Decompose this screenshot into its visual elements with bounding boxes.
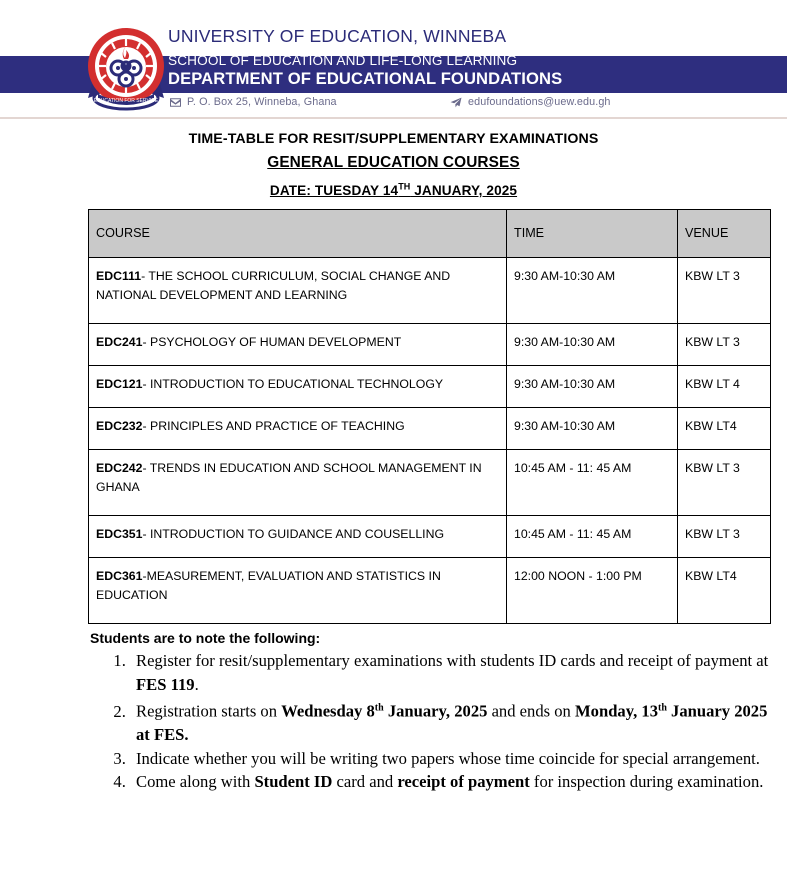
postal-address-text: P. O. Box 25, Winneba, Ghana <box>187 96 337 108</box>
letterhead-titles <box>168 24 768 89</box>
cell-venue: KBW LT 3 <box>678 516 771 558</box>
uew-crest-logo <box>78 22 174 118</box>
email-address-text: edufoundations@uew.edu.gh <box>468 96 611 108</box>
cell-course <box>89 516 507 558</box>
cell-venue: KBW LT4 <box>678 558 771 624</box>
cell-venue: KBW LT 4 <box>678 366 771 408</box>
course-title: -MEASUREMENT, EVALUATION AND STATISTICS IN EDUCATION <box>96 569 441 602</box>
list-item: 2. Registration starts on Wednesday 8th January, 2025 and ends on Monday, 13th January 2025 at FES. <box>130 696 770 747</box>
exam-date-ordinal: TH <box>398 181 411 191</box>
table-row[interactable] <box>89 408 771 450</box>
course-title: - INTRODUCTION TO GUIDANCE AND COUSELLING <box>142 527 445 541</box>
column-header-time: TIME <box>507 210 678 258</box>
cell-course <box>89 558 507 624</box>
timetable-body <box>89 258 771 624</box>
course-title: - THE SCHOOL CURRICULUM, SOCIAL CHANGE AND NATIONAL DEVELOPMENT AND LEARNING <box>96 269 451 302</box>
cell-time: 10:45 AM - 11: 45 AM <box>507 516 678 558</box>
email-address[interactable] <box>450 96 611 108</box>
postal-address <box>170 96 450 108</box>
notes-list <box>90 649 770 794</box>
list-item: 3. Indicate whether you will be writing two papers whose time coincide for special arrangement. <box>130 747 770 771</box>
cell-venue: KBW LT 3 <box>678 258 771 324</box>
table-row[interactable] <box>89 258 771 324</box>
cell-time: 10:45 AM - 11: 45 AM <box>507 450 678 516</box>
paper-plane-icon <box>450 97 462 108</box>
column-header-course: COURSE <box>89 210 507 258</box>
exam-date <box>0 175 787 202</box>
cell-course <box>89 258 507 324</box>
university-name: UNIVERSITY OF EDUCATION, WINNEBA <box>168 26 507 46</box>
course-title: - PRINCIPLES AND PRACTICE OF TEACHING <box>142 419 405 433</box>
cell-course <box>89 324 507 366</box>
course-code: EDC111 <box>96 269 142 283</box>
column-header-venue: VENUE <box>678 210 771 258</box>
page-subtitle <box>0 150 787 175</box>
cell-time: 9:30 AM-10:30 AM <box>507 408 678 450</box>
exam-date-text: DATE: TUESDAY 14TH JANUARY, 2025 <box>269 181 518 198</box>
cell-time: 12:00 NOON - 1:00 PM <box>507 558 678 624</box>
course-code: EDC121 <box>96 377 143 391</box>
cell-course <box>89 450 507 516</box>
cell-course <box>89 366 507 408</box>
timetable-head <box>89 210 771 258</box>
course-title: - TRENDS IN EDUCATION AND SCHOOL MANAGEMENT IN GHANA <box>96 461 482 494</box>
cell-venue: KBW LT 3 <box>678 450 771 516</box>
table-row[interactable] <box>89 324 771 366</box>
course-title: - INTRODUCTION TO EDUCATIONAL TECHNOLOGY <box>142 377 444 391</box>
notes-section <box>90 628 770 794</box>
logo-motto-text: EDUCATION FOR SERVICE <box>93 98 159 104</box>
course-code: EDC361 <box>96 569 143 583</box>
letterhead <box>0 0 787 120</box>
table-row[interactable] <box>89 366 771 408</box>
cell-time: 9:30 AM-10:30 AM <box>507 366 678 408</box>
cell-course <box>89 408 507 450</box>
table-row[interactable] <box>89 450 771 516</box>
timetable-header-row <box>89 210 771 258</box>
document-titles <box>0 128 787 202</box>
table-row[interactable] <box>89 516 771 558</box>
cell-time: 9:30 AM-10:30 AM <box>507 324 678 366</box>
list-item: 4. Come along with Student ID card and receipt of payment for inspection during examination. <box>130 770 770 794</box>
notes-heading: Students are to note the following: <box>90 630 321 646</box>
timetable-container <box>88 209 770 624</box>
page-subtitle-text: GENERAL EDUCATION COURSES <box>267 154 520 171</box>
course-title: - PSYCHOLOGY OF HUMAN DEVELOPMENT <box>142 335 402 349</box>
cell-time: 9:30 AM-10:30 AM <box>507 258 678 324</box>
table-row[interactable] <box>89 558 771 624</box>
course-code: EDC351 <box>96 527 143 541</box>
page-title: TIME-TABLE FOR RESIT/SUPPLEMENTARY EXAMINATIONS <box>188 131 599 147</box>
letterhead-contact-row <box>170 96 730 108</box>
school-name: SCHOOL OF EDUCATION AND LIFE-LONG LEARNING <box>168 53 518 68</box>
department-name: DEPARTMENT OF EDUCATIONAL FOUNDATIONS <box>168 69 563 88</box>
course-code: EDC242 <box>96 461 143 475</box>
cell-venue: KBW LT 3 <box>678 324 771 366</box>
cell-venue: KBW LT4 <box>678 408 771 450</box>
course-code: EDC232 <box>96 419 143 433</box>
course-code: EDC241 <box>96 335 143 349</box>
list-item: 1. Register for resit/supplementary examinations with students ID cards and receipt of payment at FES 119. <box>130 649 770 696</box>
timetable <box>88 209 771 624</box>
